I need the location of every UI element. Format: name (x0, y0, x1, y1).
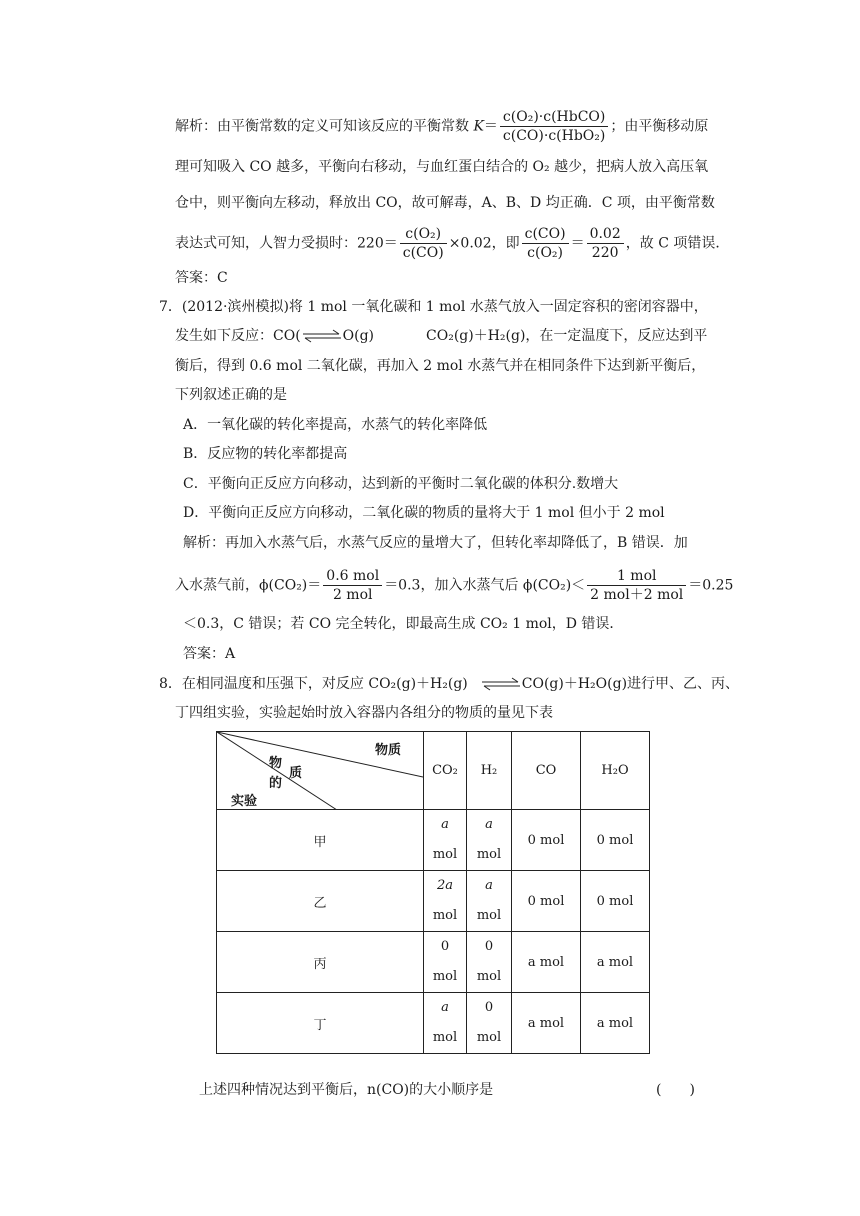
cell-h2o: a mol (581, 932, 650, 993)
q8-line1 (159, 674, 739, 694)
cell-value: 0 (440, 939, 450, 954)
analysis6-line4-mid: ×0.02，即 (448, 235, 520, 252)
cell-co2 (424, 871, 467, 932)
analysis6-line1 (175, 108, 708, 145)
q8-question: 上述四种情况达到平衡后，n(CO)的大小顺序是 (199, 1082, 494, 1098)
q7-analysis-line1: 解析：再加入水蒸气后，水蒸气反应的量增大了，但转化率却降低了，B 错误．加 (183, 535, 688, 551)
q7-line2-text: 发生如下反应：CO( (175, 328, 301, 344)
k-fraction (500, 108, 608, 145)
cell-value: a (485, 817, 493, 832)
cell-value: 2a (436, 878, 454, 893)
cell-unit: mol (432, 969, 458, 984)
row-label-jia: 甲 (217, 810, 424, 871)
analysis6-line1-tail: ；由平衡移动原 (610, 118, 709, 135)
analysis6-line4 (175, 225, 729, 262)
experiment-table (216, 731, 650, 1054)
cell-h2 (467, 993, 512, 1054)
cell-h2 (467, 871, 512, 932)
analysis6-line4-text: 表达式可知，人智力受损时：220＝ (175, 235, 398, 252)
table-row (217, 932, 650, 993)
cell-unit: mol (476, 847, 502, 862)
corner-label-mid3: 的 (269, 776, 283, 791)
cell-co2 (424, 932, 467, 993)
answer-blank: ( ) (656, 1082, 695, 1098)
cell-co: 0 mol (512, 810, 581, 871)
k-denominator: c(CO)·c(HbO₂) (502, 128, 606, 144)
cell-unit: mol (476, 1030, 502, 1045)
analysis6-line3: 仓中，则平衡向左移动，释放出 CO，故可解毒，A、B、D 均正确．C 项，由平衡常数 (175, 195, 715, 211)
cell-co: 0 mol (512, 871, 581, 932)
q7-analysis-line2-mid: ＝0.3，加入水蒸气后 ϕ(CO₂)＜ (384, 577, 586, 594)
fraction-denominator: 220 (591, 245, 619, 261)
cell-co2 (424, 810, 467, 871)
cell-co: a mol (512, 932, 581, 993)
q8-line1-text: 8．在相同温度和压强下，对反应 CO₂(g)＋H₂(g) (159, 676, 468, 692)
cell-value: a (441, 1000, 449, 1015)
q7-analysis-line3: ＜0.3，C 错误；若 CO 完全转化，即最高生成 CO₂ 1 mol，D 错误． (183, 616, 624, 632)
q7-line4: 下列叙述正确的是 (175, 387, 287, 403)
q7-answer: 答案：A (183, 646, 236, 662)
row-label-ding: 丁 (217, 993, 424, 1054)
fraction-numerator: c(O₂) (400, 225, 447, 244)
cell-h2 (467, 810, 512, 871)
cell-value: 0 (484, 1000, 494, 1015)
analysis6-line2: 理可知吸入 CO 越多，平衡向右移动，与血红蛋白结合的 O₂ 越少，把病人放入高压氧 (175, 159, 709, 175)
cell-unit: mol (476, 908, 502, 923)
fraction-denominator: c(O₂) (527, 245, 564, 261)
table-header-row (217, 732, 650, 810)
header-co: CO (512, 732, 581, 810)
table-row (217, 993, 650, 1054)
k-symbol: K (473, 118, 484, 135)
equilibrium-arrows-icon (301, 329, 343, 343)
fraction-numerator: 0.02 (587, 225, 624, 244)
cell-value: 0 (484, 939, 494, 954)
corner-label-bottom: 实验 (231, 794, 258, 809)
equals-sign: ＝ (483, 118, 498, 135)
fraction-denominator: 2 mol (332, 587, 373, 603)
cell-h2o: 0 mol (581, 810, 650, 871)
k-numerator: c(O₂)·c(HbCO) (500, 108, 608, 127)
cell-co2 (424, 993, 467, 1054)
cell-co: a mol (512, 993, 581, 1054)
fraction-o2-co (400, 225, 447, 262)
corner-label-top: 物质 (375, 743, 402, 758)
q7-line2 (175, 326, 707, 346)
equals-sign: ＝ (570, 235, 585, 252)
q7-option-a: A．一氧化碳的转化率提高，水蒸气的转化率降低 (183, 417, 488, 433)
fraction-after (587, 567, 686, 604)
table-row (217, 871, 650, 932)
q8-line1-tail: CO(g)＋H₂O(g)进行甲、乙、丙、 (521, 676, 740, 692)
fraction-denominator: 2 mol＋2 mol (590, 587, 684, 603)
analysis6-line1-text: 解析：由平衡常数的定义可知该反应的平衡常数 (175, 118, 474, 135)
table-row (217, 810, 650, 871)
equilibrium-arrows-icon (480, 677, 522, 691)
cell-unit: mol (432, 1030, 458, 1045)
q7-line3: 衡后，得到 0.6 mol 二氧化碳，再加入 2 mol 水蒸气并在相同条件下达到新平衡后， (175, 358, 706, 374)
q7-option-b: B．反应物的转化率都提高 (183, 446, 348, 462)
table-corner-cell (217, 732, 424, 810)
fraction-denominator: c(CO) (402, 245, 444, 261)
row-label-bing: 丙 (217, 932, 424, 993)
row-label-yi: 乙 (217, 871, 424, 932)
header-h2o: H₂O (581, 732, 650, 810)
header-co2: CO₂ (424, 732, 467, 810)
q7-line2-tail: CO₂(g)＋H₂(g)，在一定温度下，反应达到平 (426, 328, 708, 344)
cell-value: a (441, 817, 449, 832)
cell-h2o: 0 mol (581, 871, 650, 932)
cell-unit: mol (432, 908, 458, 923)
fraction-ratio (587, 225, 624, 262)
fraction-before (323, 567, 382, 604)
q7-analysis-line2-text: 入水蒸气前，ϕ(CO₂)＝ (175, 577, 322, 594)
cell-value: a (485, 878, 493, 893)
corner-label-mid2: 质 (289, 766, 303, 781)
cell-h2o: a mol (581, 993, 650, 1054)
cell-h2 (467, 932, 512, 993)
q7-line2-mid: O(g) (342, 328, 375, 344)
q7-line1: 7．(2012·滨州模拟)将 1 mol 一氧化碳和 1 mol 水蒸气放入一固定容积的密闭容器中， (159, 299, 708, 315)
fraction-numerator: 1 mol (587, 567, 686, 586)
header-h2: H₂ (467, 732, 512, 810)
q7-analysis-line2 (175, 567, 733, 604)
q7-analysis-line2-tail: ＝0.25 (688, 577, 734, 594)
analysis6-line4-tail: ，故 C 项错误． (625, 235, 730, 252)
cell-unit: mol (476, 969, 502, 984)
q8-line2: 丁四组实验，实验起始时放入容器内各组分的物质的量见下表 (175, 705, 553, 721)
fraction-numerator: 0.6 mol (323, 567, 382, 586)
cell-unit: mol (432, 847, 458, 862)
q7-option-c: C．平衡向正反应方向移动，达到新的平衡时二氧化碳的体积分.数增大 (183, 476, 619, 492)
fraction-co-o2 (522, 225, 569, 262)
q7-option-d: D．平衡向正反应方向移动，二氧化碳的物质的量将大于 1 mol 但小于 2 mol (183, 505, 665, 521)
corner-label-mid1: 物 (269, 756, 283, 771)
analysis6-answer: 答案：C (175, 270, 228, 286)
fraction-numerator: c(CO) (522, 225, 569, 244)
